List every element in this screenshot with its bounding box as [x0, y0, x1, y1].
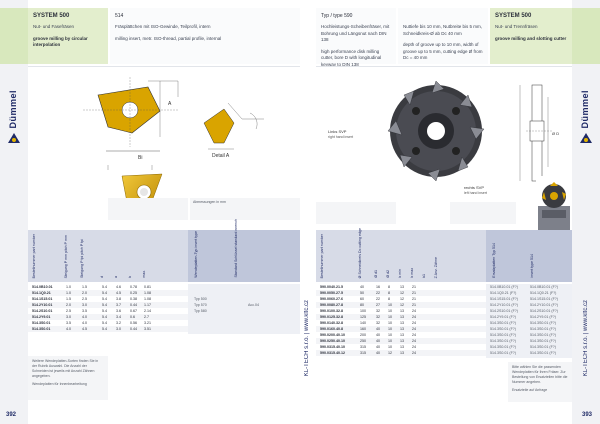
table-row: 590.0315.40.10 315 40 10 13 24 [320, 345, 416, 349]
right-system-title: SYSTEM 500 [495, 13, 532, 19]
table-row: 590.0080.27.8 80 27 10 12 21 [316, 302, 486, 308]
table-row: 590.0140.32.8 140 32 10 13 24 [320, 321, 416, 325]
insert-code: 514.3S0.01 (F?) [490, 327, 516, 331]
col-b: b [128, 276, 132, 278]
col-max: max. [142, 270, 146, 278]
table-row: 514.1S15.01 1.5 2.5 5.4 3.8 0.38 1.08 [32, 297, 151, 301]
table-row: 590.0125.32.8 125 32 10 13 24 [316, 314, 486, 320]
insert-code: 514.1S15.01 (F?) [490, 297, 518, 301]
insert-code: 514.3S0.01 (F?) [490, 351, 516, 355]
col-dc: Ø Schneidkreis Dc cutting edge [358, 227, 362, 278]
insert-code: 514.2S10.01 (F?) [490, 309, 518, 313]
right-sidebar [572, 0, 600, 424]
right-type-en: high performance disk milling cutter, bore D with longitudinal keyway to DIN 138 [321, 48, 382, 67]
left-table-header [28, 219, 300, 282]
col-bmax: b max [410, 268, 414, 278]
col-a: a [114, 276, 118, 278]
right-note [508, 362, 572, 402]
label-dim-d: Ø D [552, 131, 560, 136]
right-system-subtitle-en: groove milling and slotting cutter [495, 35, 567, 41]
table-row: 590.0040.21.5 40 16 8 13 21 [320, 285, 416, 289]
insert-type-1: Typ 500 [194, 297, 207, 301]
insert-code: 514.3S0.01 (F?) [490, 345, 516, 349]
type-desc-de: Fräsplättchen mit ISO-Gewinde, Teilprofil, intern [115, 24, 211, 29]
col-insert-type-514-en: insert type 514 [530, 254, 534, 278]
table-row: 590.0200.40.10 200 40 10 13 24 [320, 333, 416, 337]
col-bmin: b min [398, 269, 402, 278]
dim-label-bi: Bi [138, 155, 143, 161]
cutter-drawing-svg [316, 67, 572, 197]
insert-code: 514.0B10.01 (F?) [490, 285, 518, 289]
table-row: 590.0315.40.12 315 40 12 13 24 [316, 350, 486, 356]
insert-type-2: Typ 570 [194, 303, 207, 307]
right-inner-url: KL-TECH s.r.o. | www.kltc.cz [304, 300, 310, 377]
cutter-block-photo [536, 176, 572, 236]
left-type-cell [110, 8, 300, 64]
right-header-shade [486, 230, 572, 282]
table-row: 514.2Y10.01 2.0 3.0 5.4 3.7 0.44 1.17 [28, 302, 188, 308]
insert-code-2: 514.3S0.01 (F?) [530, 321, 556, 325]
insert-code-2: 514.3S0.01 (F?) [530, 327, 556, 331]
col-part-number: Bestellnummer part number [32, 233, 36, 278]
right-system-cell [490, 8, 572, 64]
col-d1: Ø d1 [374, 270, 378, 278]
right-table-header [316, 227, 572, 282]
insert-code-2: 514.2S10.01 (F?) [530, 309, 558, 313]
brand-logo-dot [12, 138, 16, 142]
table-row: 514.3S0.01 3.5 4.0 5.4 3.2 0.56 3.21 [32, 321, 151, 325]
insert-top-view [83, 77, 178, 151]
insert-code-2: 514.1S15.01 (F?) [530, 297, 558, 301]
left-system-cell [28, 8, 108, 64]
system-title: SYSTEM 500 [33, 13, 70, 19]
wrench-value: Acc.04 [248, 303, 259, 307]
col-b1: b1 [422, 274, 426, 278]
brand-logo-text-right: Dümmel [580, 90, 590, 129]
left-table-body [28, 284, 300, 334]
right-caption-row [316, 202, 516, 224]
label-left-svp-sub: right hand insert [328, 135, 354, 139]
right-green-tab [572, 8, 600, 64]
right-type-de: Hochleistungs-Scheibenfräser, mit Bohrung und Längsnut nach DIN 138 [321, 24, 390, 42]
system-subtitle: Nut- und Fasefräsen [33, 24, 75, 29]
label-right-svp: rechts SVP [464, 185, 485, 190]
system-subtitle-en: groove milling by circular interpolation [33, 35, 88, 47]
left-header-shade [188, 230, 300, 282]
right-caption-2 [450, 202, 516, 224]
table-row: 590.0100.32.8 100 32 10 13 24 [320, 309, 416, 313]
insert-code-2: 514.2Y10.01 (F?) [530, 303, 558, 307]
left-note-text: Weitere Wendeplatten-Sorten finden Sie in der Rubrik Auswahl. Die Anzahl der Schneiden ist jeweils mit Anzahl Zähnen angegeben. [32, 359, 99, 378]
right-header [316, 8, 572, 67]
page-number-left: 392 [6, 412, 17, 418]
right-note-text: Bitte wählen Sie die passenden Wendeplatten für Ihren Fräser. Zur Bestellung von Ersatzteilen bitte die Nummer angeben. [512, 365, 568, 384]
label-right-svp-sub: left hand insert [464, 191, 487, 195]
brand-logo-dot-right [584, 138, 588, 142]
insert-code-2: 514.3S0.01 (F?) [530, 345, 556, 349]
col-insert-type-514: Ersatzplatten Typ 514 [492, 243, 496, 278]
left-caption-2: Abmessungen in mm [190, 198, 300, 220]
label-left-svp: Links SVP [328, 129, 347, 134]
left-note [28, 356, 108, 400]
type-title: 514 [115, 13, 124, 19]
cutter-block-svg [536, 176, 572, 236]
col-pitch-tpi: Steigung P tpi pitch P tpi [80, 238, 84, 278]
right-table-body [316, 284, 572, 358]
table-row: 590.0160.40.8 160 40 10 13 24 [316, 326, 486, 332]
detail-a-label: Detail A [212, 153, 230, 159]
dim-label-a: A [168, 101, 172, 107]
right-spec-cell [398, 8, 488, 64]
insert-code-2: 514.3S0.01 (F?) [530, 333, 556, 337]
left-header [28, 8, 300, 64]
table-row: 514.2Y9.01 3.0 4.0 5.4 3.4 0.6 2.7 [28, 314, 188, 320]
insert-type-3: Typ 580 [194, 309, 207, 313]
right-type-cell [316, 8, 396, 67]
left-green-tab [0, 8, 28, 64]
page-number-right: 393 [581, 412, 592, 418]
left-caption-row [108, 198, 300, 220]
insert-code-2: 514.3S0.01 (F?) [530, 351, 556, 355]
table-row: 590.0060.27.6 60 22 8 12 21 [320, 297, 416, 301]
insert-code: 514.2Y9.01 (F?) [490, 315, 516, 319]
cutter-drawing [316, 66, 572, 196]
col-d: d [100, 276, 104, 278]
table-row: 514.1Q0.21 1.0 2.0 5.4 4.5 0.25 1.08 [28, 290, 188, 296]
right-url: KL-TECH s.r.o. | www.kltc.cz [583, 300, 589, 377]
right-spec-de: Nuttiefe bis 10 mm, Nutbreite bis 5 mm, Schneidkreis-Ø ab Dc 40 mm [403, 24, 483, 36]
insert-code-2: 514.0B10.01 (F?) [530, 285, 558, 289]
right-page [300, 0, 600, 424]
col-z: Z Anz. Zähne [434, 256, 438, 278]
insert-code: 514.3S0.01 (F?) [490, 339, 516, 343]
left-caption-1 [108, 198, 188, 220]
table-row: 514.3S0.01 4.0 4.5 5.4 3.0 0.44 3.51 [28, 326, 188, 332]
left-sidebar [0, 0, 28, 424]
left-note-text-2: Wendeplatten für Innenbearbeitung [32, 382, 87, 386]
type-desc-en: milling insert, metr. ISO-thread, partial profile, internal [115, 35, 222, 41]
col-insert-type: Wendeplatten-Typ insert type [194, 231, 198, 278]
disk-cutter-photo [388, 81, 484, 181]
right-type-title: Typ / type 590 [321, 13, 353, 19]
right-system-subtitle: Nut- und Trennfräsen [495, 24, 538, 29]
col-part-number-r: Bestellnummer part number [320, 233, 324, 278]
right-caption-1 [316, 202, 396, 224]
insert-code-2: 514.2Y9.01 (F?) [530, 315, 556, 319]
col-pitch-mm: Steigung P mm pitch P mm [64, 234, 68, 278]
table-row: 590.0250.40.10 250 40 10 13 24 [316, 338, 486, 344]
col-wrench: Standard Schlüssel standard wrench [234, 219, 238, 278]
table-row: 514.0B10.01 1.0 1.5 5.4 4.6 0.78 0.81 [32, 285, 151, 289]
cutter-side-view [520, 85, 552, 181]
insert-code: 514.1Q0.21 (F?) [490, 291, 517, 295]
right-spec-en: depth of groove up to 10 mm, width of groove up to 5 mm, cutting edge Ø from Dc = 40 mm [403, 42, 483, 60]
insert-code-2: 514.1Q0.21 (F?) [530, 291, 557, 295]
insert-code: 514.3S0.01 (F?) [490, 321, 516, 325]
brand-logo-text: Dümmel [8, 90, 18, 129]
table-row: 514.2S10.01 2.5 3.5 5.4 3.6 0.67 2.14 [32, 309, 151, 313]
detail-a-view [204, 103, 264, 149]
right-note-text-2: Ersatzteile auf Anfrage [512, 388, 548, 392]
insert-code-2: 514.3S0.01 (F?) [530, 339, 556, 343]
insert-code: 514.2Y10.01 (F?) [490, 303, 518, 307]
table-row: 590.0050.27.5 50 22 8 12 21 [316, 290, 486, 296]
insert-code: 514.3S0.01 (F?) [490, 333, 516, 337]
right-inner-strip [300, 0, 316, 424]
col-d2: Ø d2 [386, 270, 390, 278]
